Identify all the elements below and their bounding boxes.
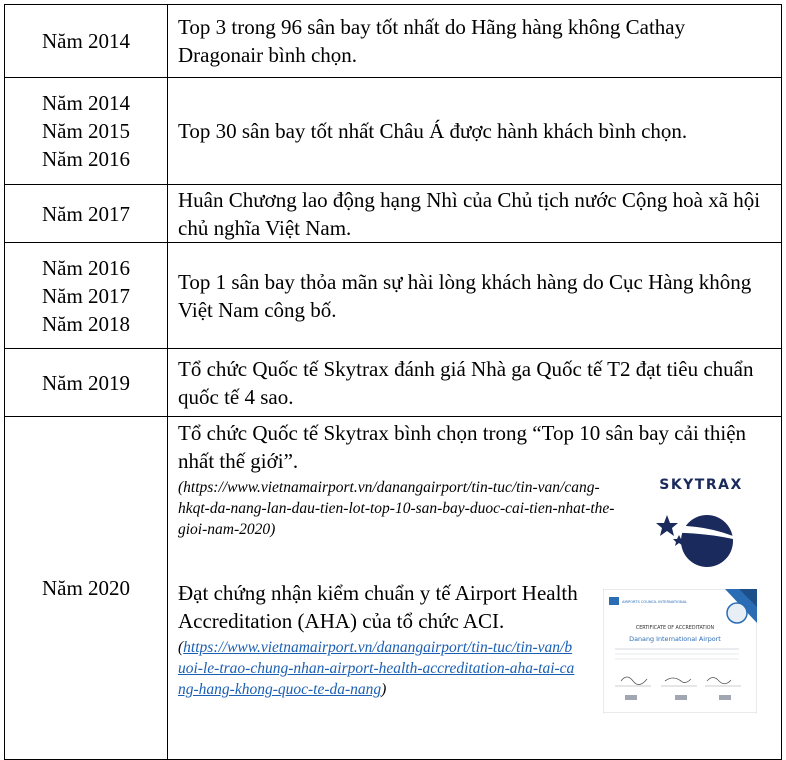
skytrax-globe-icon	[681, 515, 733, 567]
source-url-text: (https://www.vietnamairport.vn/danangairport/tin-tuc/tin-van/cang-hkqt-da-nang-lan-dau-tien-lot-top-10-san-bay-duoc-cai-tien-nhat-the-gioi-nam-2020)	[178, 479, 615, 538]
aha-award	[178, 579, 588, 700]
description-cell	[168, 243, 782, 349]
table-row	[5, 243, 782, 349]
description-cell	[168, 349, 782, 417]
year-label: Năm 2015	[41, 119, 131, 143]
year-label: Năm 2020	[41, 576, 131, 600]
year-label: Năm 2014	[41, 91, 131, 115]
year-cell	[5, 349, 168, 417]
description-cell	[168, 417, 782, 760]
aci-certificate-image	[603, 589, 757, 713]
table-row	[5, 78, 782, 185]
certificate-recipient: Danang International Airport	[629, 635, 721, 643]
award-text: Top 30 sân bay tốt nhất Châu Á được hành khách bình chọn.	[178, 119, 688, 143]
open-paren: (	[178, 639, 184, 656]
award-2020-content	[178, 417, 775, 759]
award-text: Tổ chức Quốc tế Skytrax bình chọn trong “Top 10 sân bay cải thiện nhất thế giới”.	[178, 421, 747, 473]
year-cell	[5, 78, 168, 185]
close-paren: )	[381, 681, 387, 698]
table-row	[5, 417, 782, 760]
year-cell	[5, 417, 168, 760]
year-label: Năm 2014	[41, 29, 131, 53]
year-cell	[5, 185, 168, 243]
award-text: Tổ chức Quốc tế Skytrax đánh giá Nhà ga Quốc tế T2 đạt tiêu chuẩn quốc tế 4 sao.	[178, 356, 754, 409]
year-label: Năm 2017	[41, 283, 131, 308]
certificate-heading: CERTIFICATE OF ACCREDITATION	[635, 626, 715, 631]
year-cell	[5, 243, 168, 349]
year-label: Năm 2019	[41, 370, 131, 395]
year-label: Năm 2016	[41, 147, 131, 171]
award-text: Huân Chương lao động hạng Nhì của Chủ tịch nước Cộng hoà xã hội chủ nghĩa Việt Nam.	[178, 187, 761, 240]
description-cell	[168, 78, 782, 185]
award-text: Top 3 trong 96 sân bay tốt nhất do Hãng hàng không Cathay Dragonair bình chọn.	[178, 15, 686, 67]
skytrax-logo	[645, 475, 757, 571]
source-citation	[178, 637, 578, 700]
description-cell	[168, 185, 782, 243]
award-text: Top 1 sân bay thỏa mãn sự hài lòng khách hàng do Cục Hàng không Việt Nam công bố.	[178, 269, 752, 322]
year-cell	[5, 5, 168, 78]
year-label: Năm 2016	[41, 255, 131, 280]
table-row	[5, 5, 782, 78]
year-label: Năm 2017	[41, 201, 131, 226]
aci-logo-icon	[609, 597, 619, 605]
accreditation-seal-icon	[727, 603, 747, 623]
award-text: Đạt chứng nhận kiểm chuẩn y tế Airport Health Accreditation (AHA) của tổ chức ACI.	[178, 581, 578, 633]
source-citation	[178, 477, 626, 540]
table-row	[5, 349, 782, 417]
skytrax-wordmark: SKYTRAX	[659, 477, 743, 493]
awards-table	[4, 4, 782, 760]
table-row	[5, 185, 782, 243]
year-label: Năm 2018	[41, 311, 131, 336]
aha-source-link[interactable]: https://www.vietnamairport.vn/danangairport/tin-tuc/tin-van/buoi-le-trao-chung-nhan-airport-health-accreditation-aha-tai-cang-hang-khong-quoc-te-da-nang	[178, 639, 575, 698]
description-cell	[168, 5, 782, 78]
aci-org-name: AIRPORTS COUNCIL INTERNATIONAL	[622, 600, 688, 604]
